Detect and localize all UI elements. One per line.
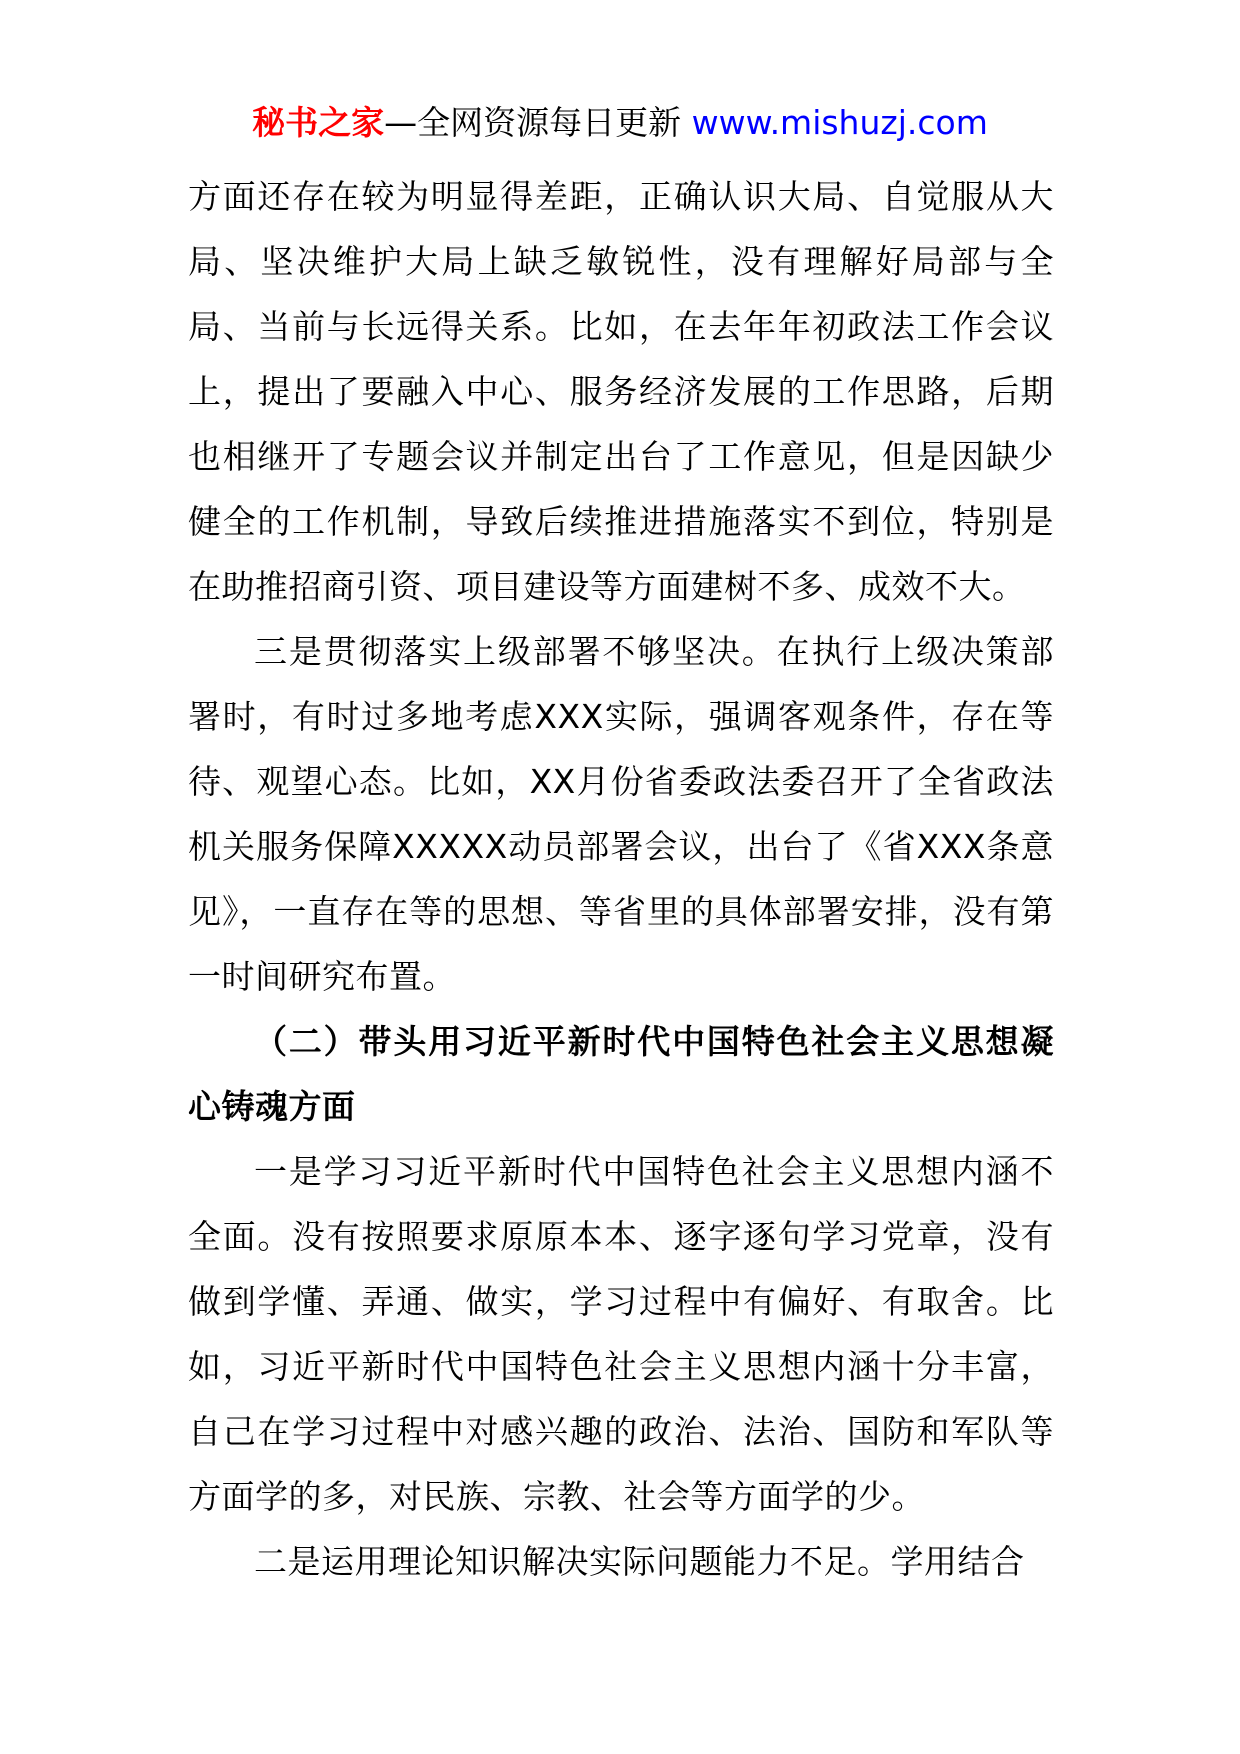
section-heading: （二）带头用习近平新时代中国特色社会主义思想凝心铸魂方面	[188, 1022, 1054, 1126]
paragraph-point-one: 一是学习习近平新时代中国特色社会主义思想内涵不全面。没有按照要求原原本本、逐字逐句学习党章，没有做到学懂、弄通、做实，学习过程中有偏好、有取舍。比如，习近平新时代中国特色社会主义思想内涵十分丰富，自己在学习过程中对感兴趣的政治、法治、国防和军队等方面学的多，对民族、宗教、社会等方面学的少。	[188, 1152, 1054, 1516]
document-body	[188, 164, 1054, 1594]
paragraph-point-three: 三是贯彻落实上级部署不够坚决。在执行上级决策部署时，有时过多地考虑XXX实际，强调客观条件，存在等待、观望心态。比如，XX月份省委政法委召开了全省政法机关服务保障XXXXX动员部署会议，出台了《省XXX条意见》，一直存在等的思想、等省里的具体部署安排，没有第一时间研究布置。	[188, 632, 1054, 996]
header-tagline: —全网资源每日更新	[384, 103, 682, 142]
watermark-header	[0, 98, 1240, 148]
site-url-link[interactable]: www.mishuzj.com	[691, 103, 988, 142]
paragraph-point-two: 二是运用理论知识解决实际问题能力不足。学用结合	[254, 1542, 1025, 1581]
paragraph-continuation: 方面还存在较为明显得差距，正确认识大局、自觉服从大局、坚决维护大局上缺乏敏锐性，没有理解好局部与全局、当前与长远得关系。比如，在去年年初政法工作会议上，提出了要融入中心、服务经济发展的工作思路，后期也相继开了专题会议并制定出台了工作意见，但是因缺少健全的工作机制，导致后续推进措施落实不到位，特别是在助推招商引资、项目建设等方面建树不多、成效不大。	[188, 177, 1054, 606]
brand-name: 秘书之家	[252, 103, 385, 142]
